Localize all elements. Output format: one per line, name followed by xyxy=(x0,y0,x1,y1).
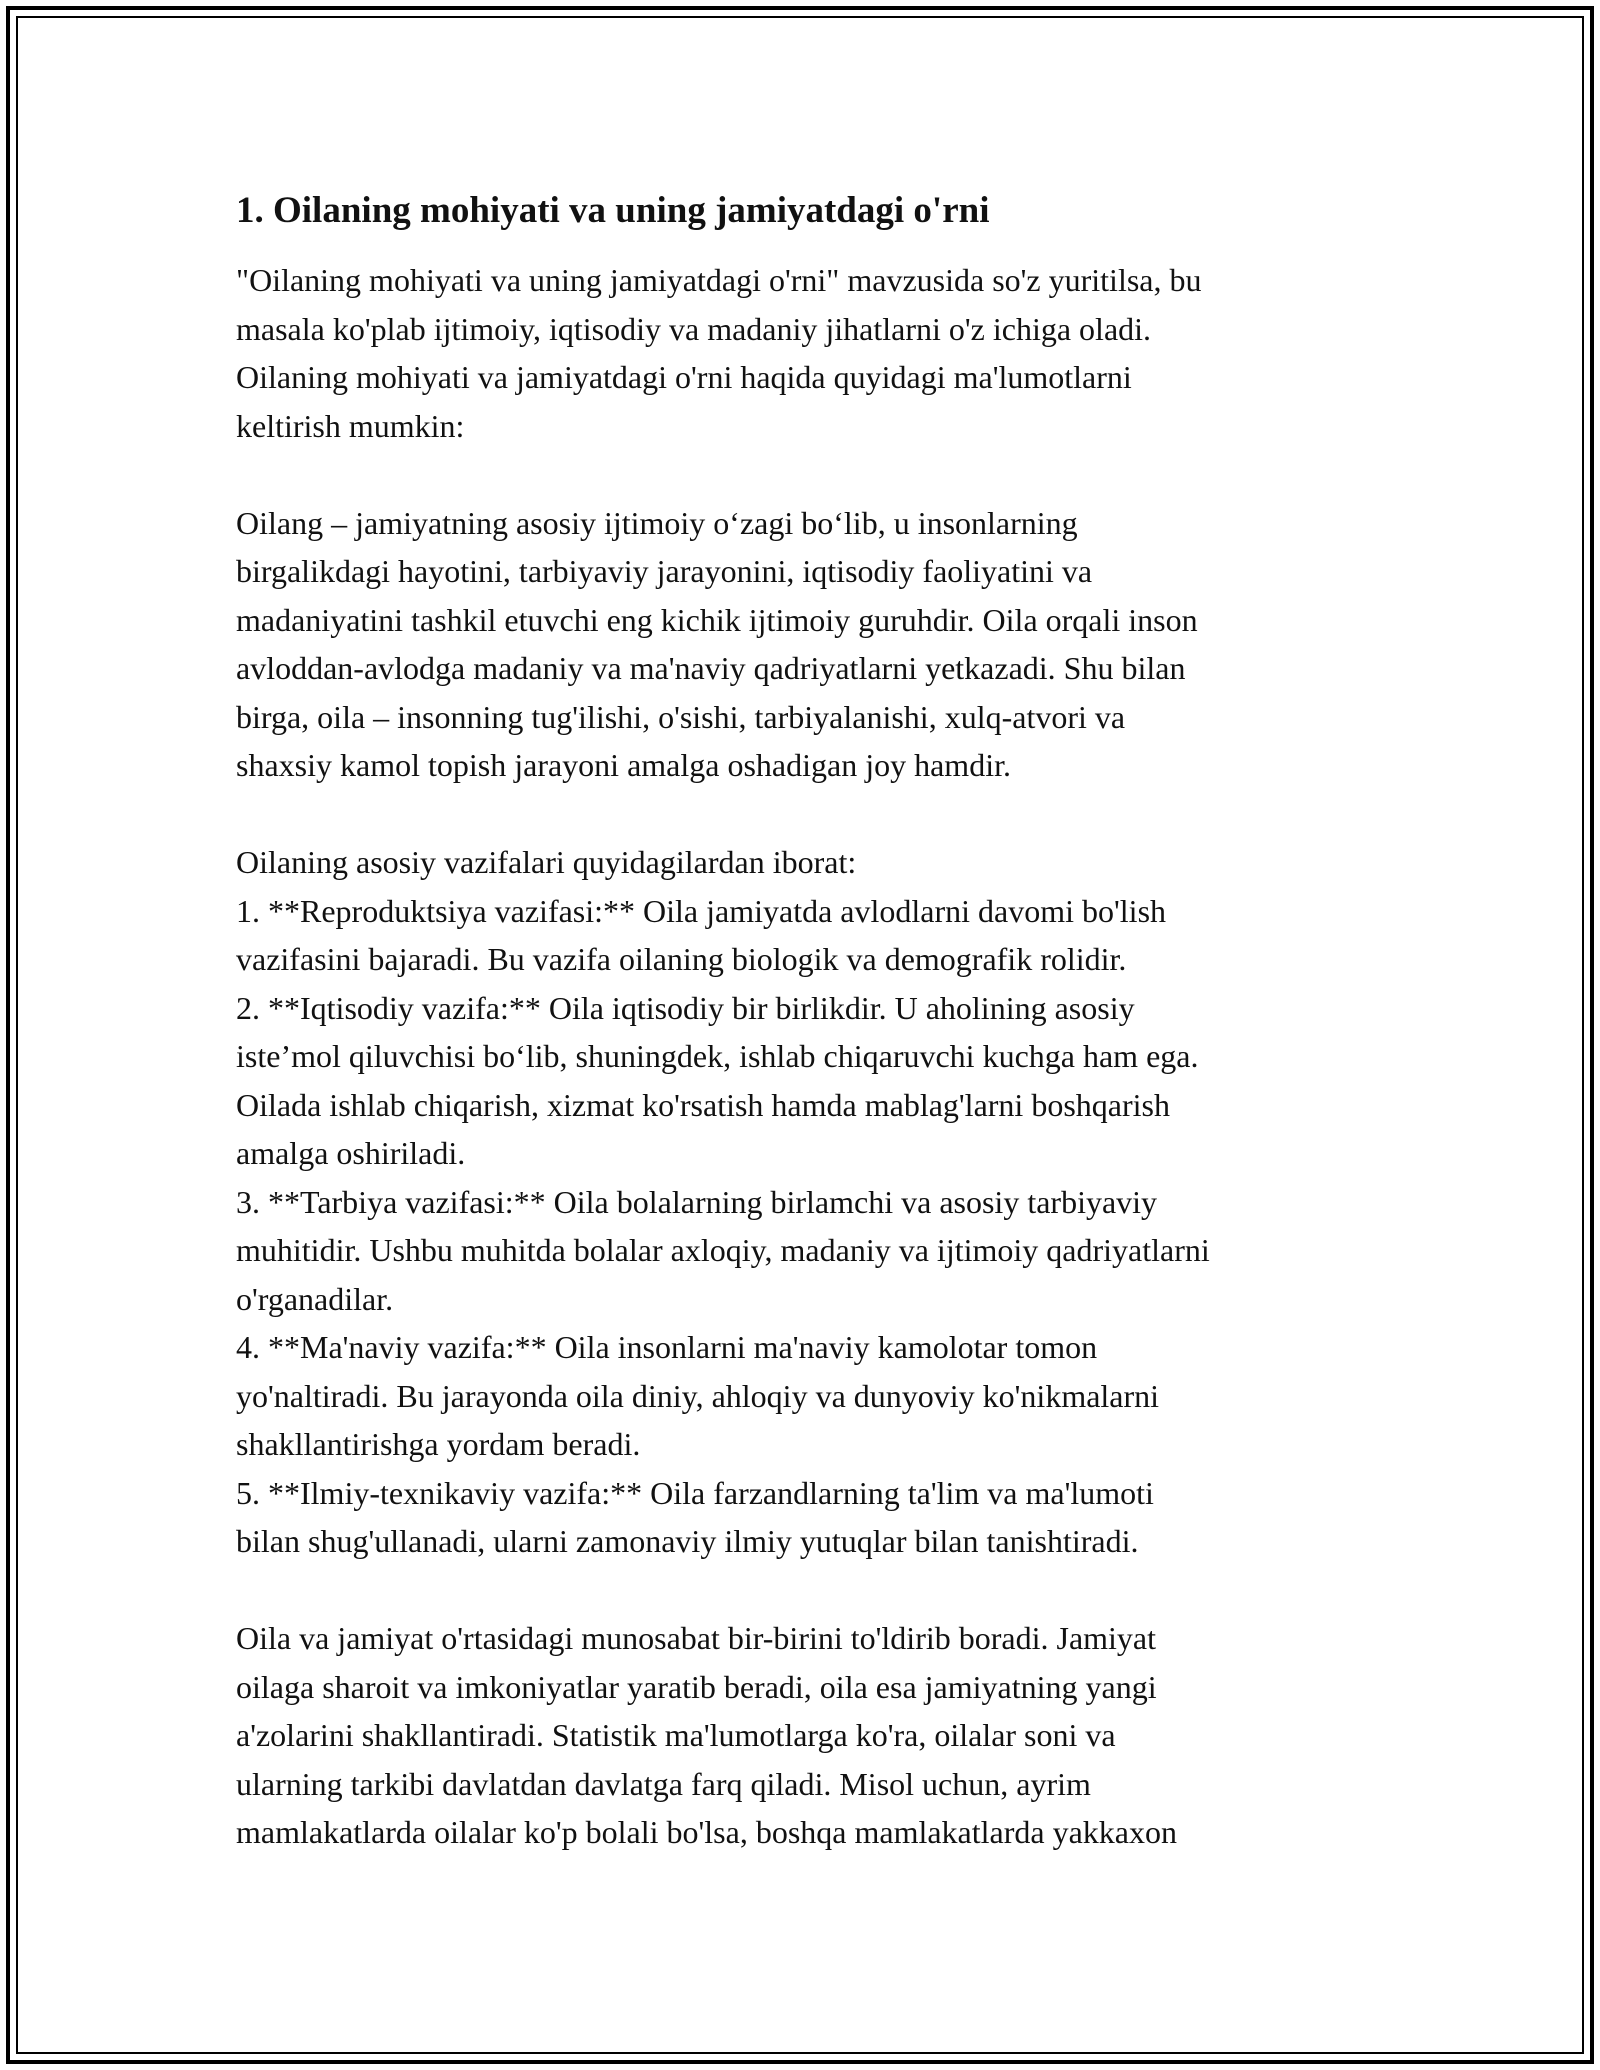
paragraph-definition: Oilang – jamiyatning asosiy ijtimoiy o‘zagi bo‘lib, u insonlarning birgalikdagi hayotini, tarbiyaviy jarayonini, iqtisodiy faoliyatini va madaniyatini tashkil etuvchi eng kichik ijtimoiy guruhdir. Oila orqali inson avloddan-avlodga madaniy va ma'naviy qadriyatlarni yetkazadi. Shu bilan birga, oila – insonning tug'ilishi, o'sishi, tarbiyalanishi, xulq-atvori va shaxsiy kamol topish jarayoni amalga oshadigan joy hamdir. xyxy=(236,504,1198,783)
paragraph-family-society: Oila va jamiyat o'rtasidagi munosabat bir-birini to'ldirib boradi. Jamiyat oilaga sharoit va imkoniyatlar yaratib beradi, oila esa jamiyatning yangi a'zolarini shakllantiradi. Statistik ma'lumotlarga ko'ra, oilalar soni va ularning tarkibi davlatdan davlatga farq qiladi. Misol uchun, ayrim mamlakatlarda oilalar ko'p bolali bo'lsa, boshqa mamlakatlarda yakkaxon xyxy=(236,1620,1177,1850)
document-body xyxy=(236,186,1386,1857)
paragraph-functions-list: Oilaning asosiy vazifalari quyidagilardan iborat: 1. **Reproduktsiya vazifasi:** Oila jamiyatda avlodlarni davomi bo'lish vazifasini bajaradi. Bu vazifa oilaning biologik va demografik rolidir. 2. **Iqtisodiy vazifa:** Oila iqtisodiy bir birlikdir. U aholining asosiy iste’mol qiluvchisi bo‘lib, shuningdek, ishlab chiqaruvchi kuchga ham ega. Oilada ishlab chiqarish, xizmat ko'rsatish hamda mablag'larni boshqarish amalga oshiriladi. 3. **Tarbiya vazifasi:** Oila bolalarning birlamchi va asosiy tarbiyaviy muhitidir. Ushbu muhitda bolalar axloqiy, madaniy va ijtimoiy qadriyatlarni o'rganadilar. 4. **Ma'naviy vazifa:** Oila insonlarni ma'naviy kamolotar tomon yo'naltiradi. Bu jarayonda oila diniy, ahloqiy va dunyoviy ko'nikmalarni shakllantirishga yordam beradi. 5. **Ilmiy-texnikaviy vazifa:** Oila farzandlarning ta'lim va ma'lumoti bilan shug'ullanadi, ularni zamonaviy ilmiy yutuqlar bilan tanishtiradi. xyxy=(236,844,1210,1559)
paragraph-intro: "Oilaning mohiyati va uning jamiyatdagi o'rni" mavzusida so'z yuritilsa, bu masala ko'plab ijtimoiy, iqtisodiy va madaniy jihatlarni o'z ichiga oladi. Oilaning mohiyati va jamiyatdagi o'rni haqida quyidagi ma'lumotlarni keltirish mumkin: xyxy=(236,262,1202,444)
section-heading: 1. Oilaning mohiyati va uning jamiyatdagi o'rni xyxy=(236,190,990,231)
